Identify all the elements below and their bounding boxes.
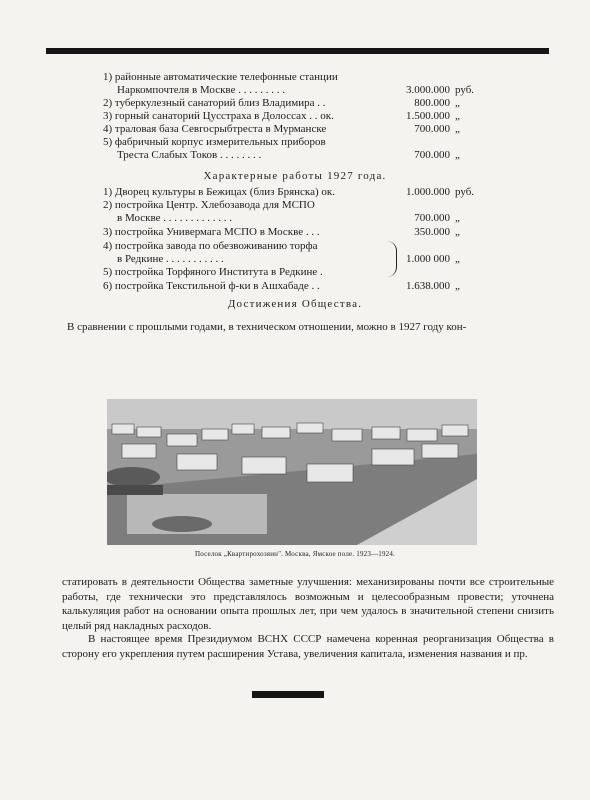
item-amount: 700.000 (414, 212, 450, 224)
bottom-rule (252, 691, 324, 698)
top-rule (46, 48, 549, 54)
item-amount: 1.500.000 (406, 110, 450, 122)
item-amount: 350.000 (414, 226, 450, 238)
photo-settlement (107, 399, 477, 545)
item-amount: 1.000 000 (406, 253, 450, 265)
brace (386, 241, 397, 277)
item-currency: „ (455, 253, 460, 265)
paragraph-improvements: статировать в деятельности Общества заметные улучшения: механизированы почти все строительные работы, где технически это представлялось возможным и целесообразным провести; уточнена калькуляция работ на основании опыта прошлых лет, при чем удалось в значительной степени снизить целый ряд накладных расходов. (62, 576, 554, 632)
item-text: 3) горный санаторий Цусстраха в Долоссах . . ок. (103, 110, 334, 122)
item-currency: „ (455, 212, 460, 224)
paragraph-intro: В сравнении с прошлыми годами, в техническом отношении, можно в 1927 году кон- (67, 321, 467, 333)
item-text: 1) Дворец культуры в Бежицах (близ Брянска) ок. (103, 186, 335, 198)
item-currency: „ (455, 123, 460, 135)
item-amount: 800.000 (414, 97, 450, 109)
item-amount: 1.638.000 (406, 280, 450, 292)
item-text: 6) постройка Текстильной ф-ки в Ашхабаде . . (103, 280, 320, 292)
section-title-achievements: Достижения Общества. (227, 298, 363, 310)
item-text: Наркомпочтеля в Москве . . . . . . . . . (117, 84, 285, 96)
item-text: 3) постройка Универмага МСПО в Москве . . . (103, 226, 320, 238)
item-text: в Редкине . . . . . . . . . . . (117, 253, 224, 265)
item-currency: „ (455, 280, 460, 292)
item-currency: „ (455, 97, 460, 109)
item-text: 5) постройка Торфяного Института в Редкине . (103, 266, 323, 278)
section-title-works-1927: Характерные работы 1927 года. (203, 170, 387, 182)
item-amount: 700.000 (414, 123, 450, 135)
item-text: 5) фабричный корпус измерительных приборов (103, 136, 326, 148)
item-amount: 3.000.000 (406, 84, 450, 96)
item-currency: „ (455, 149, 460, 161)
item-text: 1) районные автоматические телефонные станции (103, 71, 338, 83)
item-currency: „ (455, 110, 460, 122)
item-currency: руб. (455, 186, 475, 198)
paragraph-reorganization: В настоящее время Президиумом ВСНХ СССР намечена коренная реорганизация Общества в сторону его укрепления путем расширения Устава, увеличения капитала, изменения названия и пр. (62, 633, 554, 660)
item-currency: руб. (455, 84, 475, 96)
item-amount: 1.000.000 (406, 186, 450, 198)
item-text: 2) туберкулезный санаторий близ Владимира . . (103, 97, 326, 109)
item-text: 4) постройка завода по обезвоживанию торфа (103, 240, 318, 252)
item-text: 4) траловая база Севгосрыбтреста в Мурманске (103, 123, 327, 135)
item-currency: „ (455, 226, 460, 238)
item-text: Треста Слабых Токов . . . . . . . . (117, 149, 262, 161)
item-amount: 700.000 (414, 149, 450, 161)
item-text: 2) постройка Центр. Хлебозавода для МСПО (103, 199, 315, 211)
photo-caption: Поселок „Квартирохозяин". Москва, Ямское поле. 1923—1924. (194, 550, 396, 558)
item-text: в Москве . . . . . . . . . . . . . (117, 212, 232, 224)
